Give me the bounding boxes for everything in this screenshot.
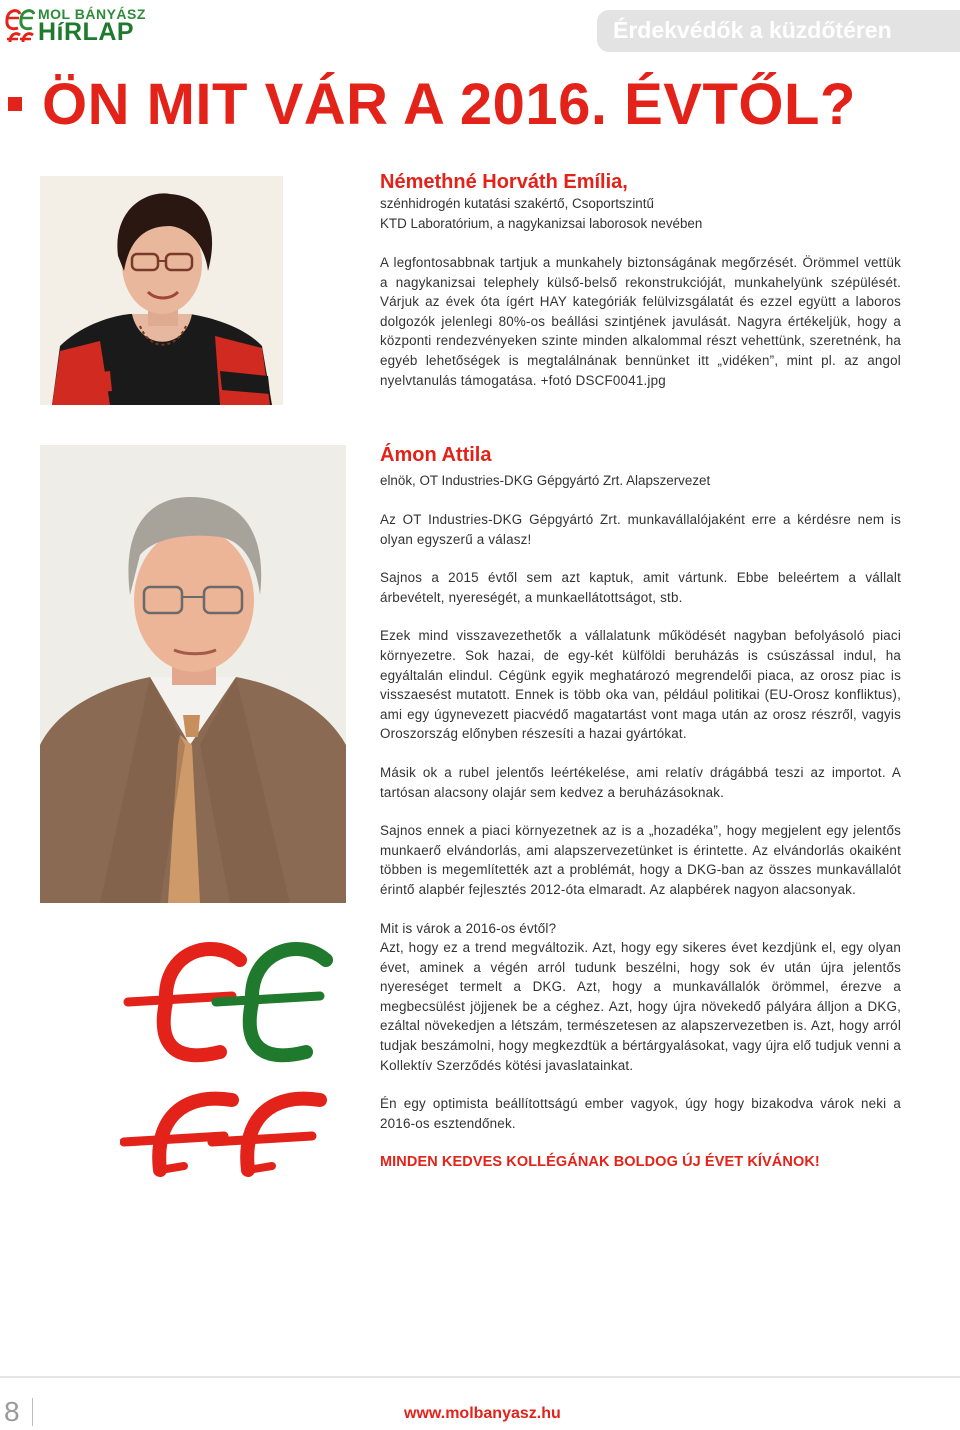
logo-top-text: MOL BÁNYÁSZ xyxy=(38,6,146,22)
article-paragraph: Én egy optimista beállítottságú ember vagyok, úgy hogy bizakodva várok neki a 2016-os esztendőnek. xyxy=(380,1096,901,1131)
article-paragraph: Mit is várok a 2016-os évtől? Azt, hogy ez a trend megváltozik. Azt, hogy egy sikeres évet kezdjünk el, egy olyan évet, aminek a végén arról tudunk beszélni, hogy sok év után újra jelentős nyereséget termelt a DKG. Azt, hogy a munkavállalók örömmel, érezve a megbecsülést jöjjenek be a céghez. Azt, hogy újra növekedő pályára álljon a DKG, ezáltal növekedjen a létszám, természetesen az alapszervezetben is. Azt, hogy arról tudjak beszámolni, hogy megkezdtük a bértárgyalásokat, vagy újra elő tudjuk venni a Kollektív Szerződés kötési javaslatainkat. xyxy=(380,920,901,1073)
person-name: Ámon Attila xyxy=(380,444,492,466)
website-link[interactable]: www.molbanyasz.hu xyxy=(404,1405,561,1422)
article-paragraph: Másik ok a rubel jelentős leértékelése, ami relatív drágábbá teszi az importot. A tartósan alacsony olajár sem kedvez a beruházásoknak. xyxy=(380,764,901,800)
page-headline: ÖN MIT VÁR A 2016. ÉVTŐL? xyxy=(42,72,856,137)
section-title: Érdekvédők a küzdőtéren xyxy=(613,17,892,43)
portrait-photo-nemethne xyxy=(40,176,283,405)
ee-logo-icon xyxy=(4,6,38,46)
article-paragraph: Az OT Industries-DKG Gépgyártó Zrt. munkavállalójaként erre a kérdésre nem is olyan egyszerű a válasz! xyxy=(380,512,901,547)
closing-greeting: MINDEN KEDVES KOLLÉGÁNAK BOLDOG ÚJ ÉVET KÍVÁNOK! xyxy=(380,1154,820,1171)
section-tab xyxy=(597,10,960,52)
page-header xyxy=(0,0,960,52)
person-name: Némethné Horváth Emília, xyxy=(380,171,628,193)
article-paragraph: A legfontosabbnak tartjuk a munkahely biztonságának megőrzését. Örömmel vettük a nagykanizsai telephely külső-belső rekonstrukcióját, munkahelyünk szépülését. Várjuk az évek óta ígért HAY kategóriák felülvizsgálatát és ezzel együtt a laboros dolgozók jelenlegi 80%-os beállási szintjének javulását. Nagyra értékeljük, hogy a központi rendezvényeken szinte minden alkalommal részt vehettünk, szeretnénk, ha egyéb lehetőségek is megtalálnának bennünket itt „vidéken”, mint pl. az angol nyelvtanulás támogatása. +fotó DSCF0041.jpg xyxy=(380,255,901,388)
portrait-photo-amon xyxy=(40,445,346,903)
article-paragraph: Sajnos a 2015 évtől sem azt kaptuk, amit vártunk. Ebbe beleértem a vállalt árbevételt, nyereségét, a munkaellátottságot, stb. xyxy=(380,570,901,605)
headline-bullet-icon xyxy=(8,97,22,111)
article-block-amon xyxy=(380,443,901,1172)
article-paragraph: Ezek mind visszavezethetők a vállalatunk működését nagyban befolyásoló piaci környezetre. Sok hazai, de egy-két külföldi beruházás is csúszással indul, ha egyáltalán elindul. Cégünk egyik meghatározó megrendelői piaca, az orosz piac is visszaesést mutatott. Ennek is több oka van, például politikai (EU-Orosz konfliktus), ami egy úgynevezett piacvédő magatartást vont maga után az orosz részről, vagyis Oroszország előnyben részesíti a hazai gyártókat. xyxy=(380,628,901,742)
person-role-line-2: KTD Laboratórium, a nagykanizsai laborosok nevében xyxy=(380,216,703,231)
person-role-line-1: szénhidrogén kutatási szakértő, Csoportszintű xyxy=(380,196,654,211)
article-block-nemethne xyxy=(380,170,901,390)
ee-decorative-logo-icon xyxy=(120,930,360,1190)
footer-divider xyxy=(0,1376,960,1378)
page-number: 8 xyxy=(4,1396,20,1427)
logo-bottom-text: HíRLAP xyxy=(38,18,135,46)
mol-banyasz-hirlap-logo[interactable] xyxy=(4,4,154,48)
article-paragraph: Sajnos ennek a piaci környezetnek az is a „hozadéka”, hogy megjelent egy jelentős munkaerő elvándorlás, ami alapszervezetünket is érintette. Az elvándorlás okaiként többen is megemlítették azt a problémát, hogy a DKG-ban az összes munkavállalót érintő alapbér fejlesztés 2012-óta elmaradt. Az alapbérek nagyon alacsonyak. xyxy=(380,823,901,897)
page-number-separator xyxy=(32,1398,33,1426)
person-role: elnök, OT Industries-DKG Gépgyártó Zrt. Alapszervezet xyxy=(380,473,711,488)
